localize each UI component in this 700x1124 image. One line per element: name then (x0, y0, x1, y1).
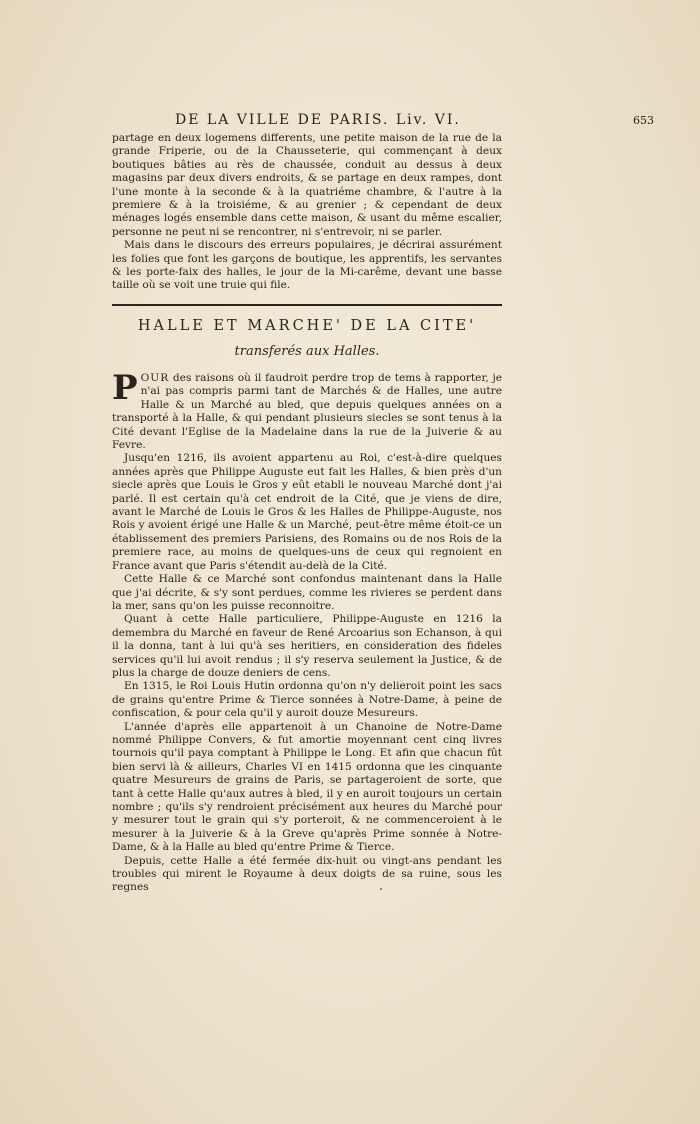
paragraph: Depuis, cette Halle a été fermée dix-huit ou vingt-ans pendant les troubles qui mirent le Royaume à deux doigts de sa ruine, sous les regnes (112, 854, 502, 894)
drop-cap: P (112, 368, 138, 408)
paragraph: partage en deux logemens differents, une petite maison de la rue de la grande Friperie, ou de la Chausseterie, qui commençant à deux boutiques bâties au rès de chaussée, conduit au dessus à deux magasins par deux divers endroits, & se partage en deux rampes, dont l'une monte à la seconde & à la quatriéme chambre, & l'autre à la premiere & à la troisiéme, & au grenier ; & cependant de deux ménages logés ensemble dans cette maison, & usant du même escalier, personne ne peut ni se rencontrer, ni s'entrevoir, ni se parler. (112, 132, 502, 238)
paragraph: En 1315, le Roi Louis Hutin ordonna qu'on n'y delieroit point les sacs de grains qu'entre Prime & Tierce sonnées à Notre-Dame, à peine de confiscation, & pour cela qu'il y auroit douze Mesureurs. (112, 680, 502, 720)
paragraph: Cette Halle & ce Marché sont confondus maintenant dans la Halle que j'ai décrite, & s'y sont perdues, comme les rivieres se perdent dans la mer, sans qu'on les puisse reconnoitre. (112, 573, 502, 612)
opening-paragraph (112, 368, 502, 452)
section-divider (112, 304, 502, 306)
first-word: OUR (140, 372, 170, 384)
top-text-block (112, 132, 502, 293)
page-number: 653 (633, 114, 654, 127)
main-text-block (112, 368, 502, 895)
paragraph: Jusqu'en 1216, ils avoient appartenu au Roi, c'est-à-dire quelques années après que Philippe Auguste eut fait les Halles, & bien près d'un siecle après que Louis le Gros y eût etabli le nouveau Marché dont j'ai parlé. Il est certain qu'à cet endroit de la Cité, que je viens de dire, avant le Marché de Louis le Gros & les Halles de Philippe-Auguste, nos Rois y avoient érigé une Halle & un Marché, peut-être même étoit-ce un établissement des premiers Parisiens, des Romains ou de nos Rois de la premiere race, au moins de quelques-uns de ceux qui regnoient en France avant que Paris s'étendit au-delà de la Cité. (112, 452, 502, 572)
paragraph-text: des raisons où il faudroit perdre trop de tems à rapporter, je n'ai pas compris parmi tant de Marchés & de Halles, une autre Halle & un Marché au bled, que depuis quelques années on a transporté à la Halle, & qui pendant plusieurs siecles se sont tenus à la Cité devant l'Eglise de la Madelaine dans la rue de la Juiverie & au Fevre. (112, 372, 502, 452)
paragraph: Quant à cette Halle particuliere, Philippe-Auguste en 1216 la demembra du Marché en faveur de René Arcoarius son Echanson, à qui il la donna, tant à lui qu'à ses heritiers, en consideration des fideles services qu'il lui avoit rendus ; il s'y reserva seulement la Justice, & de plus la charge de douze deniers de cens. (112, 613, 502, 679)
running-head: DE LA VILLE DE PARIS. Liv. VI. (175, 112, 461, 128)
section-title: HALLE ET MARCHE' DE LA CITE' (137, 318, 477, 334)
paragraph: L'année d'après elle appartenoit à un Chanoine de Notre-Dame nommé Philippe Convers, & fut amortie moyennant cent cinq livres tournois qu'il paya comptant à Philippe le Long. Et afin que chacun fût bien servi là & ailleurs, Charles VI en 1415 ordonna que les cinquante quatre Mesureurs de grains de Paris, se partageroient de sorte, que tant à cette Halle qu'aux autres à bled, il y en auroit toujours un certain nombre ; qu'ils s'y rendroient précisément aux heures du Marché pour y mesurer tout le grain qui s'y porteroit, & ne commenceroient à le mesurer à la Juiverie & à la Greve qu'après Prime sonnée à Notre-Dame, & à la Halle au bled qu'entre Prime & Tierce. (112, 720, 502, 854)
paragraph: Mais dans le discours des erreurs populaires, je décrirai assurément les folies que font les garçons de boutique, les apprentifs, les servantes & les porte-faix des halles, le jour de la Mi-carême, devant une basse taille où se voit une truie qui file. (112, 239, 502, 292)
paper-speck (380, 888, 382, 890)
section-subtitle: transferés aux Halles. (234, 344, 380, 359)
